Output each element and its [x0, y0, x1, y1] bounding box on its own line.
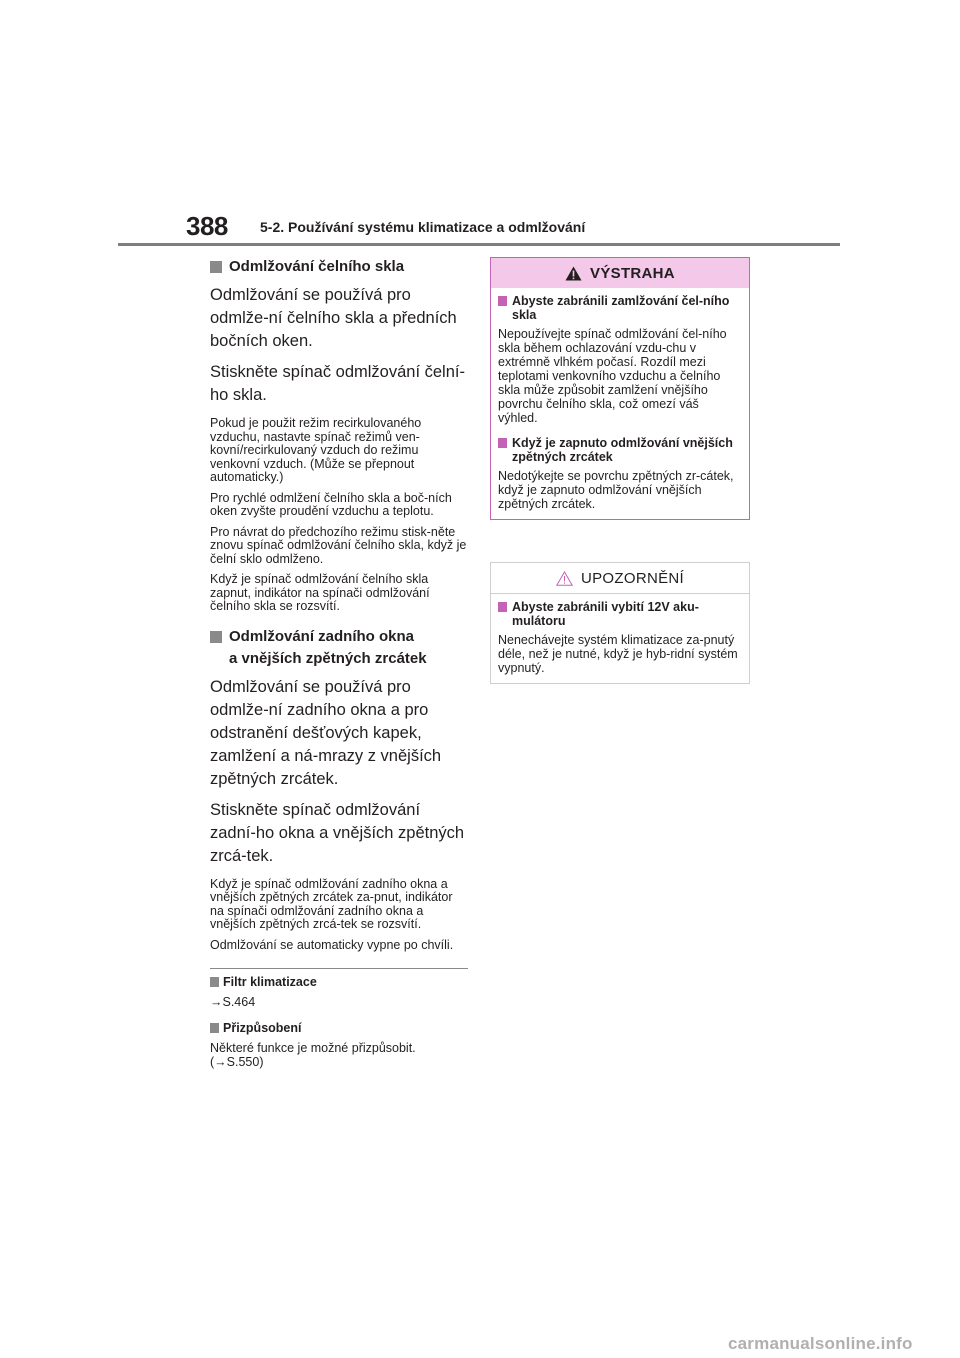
heading-text: Filtr klimatizace: [223, 975, 317, 989]
paragraph: Pokud je použit režim recirkulovaného vzduchu, nastavte spínač režimů ven-kovní/recirkulovaný vzduch do režimu venkovní vzduch. (Může se přepnout automaticky.): [210, 416, 422, 484]
heading-text-line1: Odmlžování zadního okna: [229, 627, 415, 645]
caution-body: [491, 594, 749, 683]
page-number: 388: [186, 211, 228, 241]
square-bullet-icon: [210, 977, 219, 987]
paragraph: Když je spínač odmlžování čelního skla zapnut, indikátor na spínači odmlžování čelního skla se rozsvítí.: [210, 572, 430, 613]
heading-rear-defog: [210, 626, 468, 670]
warning-header: [491, 258, 749, 288]
caution-item: [498, 600, 741, 675]
heading-text: Abyste zabránili zamlžování čel-ního skla: [512, 294, 730, 322]
warning-item: [498, 436, 741, 511]
paragraph: Pro návrat do předchozího režimu stisk-něte znovu spínač odmlžování čelního skla, když je čelní sklo odmlženo.: [210, 524, 467, 566]
paragraph: Odmlžování se automaticky vypne po chvíli.: [210, 937, 454, 952]
section-title: 5-2. Používání systému klimatizace a odmlžování: [260, 219, 586, 235]
heading-text: Když je zapnuto odmlžování vnějších zpětných zrcátek: [512, 436, 733, 464]
heading-ac-filter: [210, 975, 468, 989]
square-bullet-icon: [210, 631, 222, 643]
warning-item-heading: [498, 436, 741, 464]
paragraph: Odmlžování se používá pro odmlže-ní čelního skla a předních bočních oken.: [210, 286, 457, 350]
square-bullet-icon: [498, 602, 507, 612]
caution-title: UPOZORNĚNÍ: [580, 569, 684, 587]
paragraph: Stiskněte spínač odmlžování čelní-ho skla.: [210, 363, 465, 404]
heading-customization: [210, 1021, 468, 1035]
square-bullet-icon: [498, 296, 507, 306]
caution-triangle-icon: [556, 571, 573, 586]
watermark: carmanualsonline.info: [728, 1334, 913, 1353]
paragraph: Odmlžování se používá pro odmlže-ní zadního okna a pro odstranění dešťových kapek, zamlžení a ná-mrazy z vnějších zpětných zrcátek.: [210, 677, 442, 788]
heading-text: Přizpůsobení: [223, 1021, 302, 1035]
caution-item-heading: [498, 600, 741, 628]
left-column: [210, 256, 468, 1069]
caution-header: [491, 563, 749, 594]
heading-text-wrap: [229, 626, 427, 670]
paragraph: Některé funkce je možné přizpůsobit. (→S.550): [210, 1041, 416, 1069]
heading-windshield-defog: [210, 256, 468, 278]
heading-text-line2: a vnějších zpětných zrcátek: [229, 649, 427, 667]
warning-item-text: Nedotýkejte se povrchu zpětných zr-cátek, když je zapnuto odmlžování vnějších zpětných zrcátek.: [498, 469, 734, 511]
warning-box: [490, 257, 750, 520]
caution-box: [490, 562, 750, 684]
warning-triangle-icon: [565, 266, 582, 281]
square-bullet-icon: [210, 1023, 219, 1033]
heading-text: Odmlžování čelního skla: [229, 258, 405, 275]
page-reference-link[interactable]: →S.464: [210, 995, 256, 1009]
paragraph: Stiskněte spínač odmlžování zadní-ho okna a vnějších zpětných zrcá-tek.: [210, 800, 465, 865]
warning-item: [498, 294, 741, 425]
warning-item-text: Nepoužívejte spínač odmlžování čel-ního skla během ochlazování vzdu-chu v extrémně vlhkém počasí. Rozdíl mezi teplotami venkovního vzduchu a čelního skla může způsobit zamlžení vnějšího povrchu čelního skla, což omezí váš výhled.: [498, 327, 727, 425]
warning-title: VÝSTRAHA: [590, 264, 675, 282]
paragraph: Když je spínač odmlžování zadního okna a vnějších zpětných zrcátek za-pnut, indikátor na spínači odmlžování zadního okna a vnějších zpětných zrcá-tek se rozsvítí.: [210, 876, 453, 931]
notes-divider: [210, 968, 468, 969]
warning-body: [491, 288, 749, 519]
caution-item-text: Nenechávejte systém klimatizace za-pnutý déle, než je nutné, když je hyb-ridní systém vypnutý.: [498, 633, 738, 675]
square-bullet-icon: [498, 438, 507, 448]
header-divider: [118, 243, 840, 246]
paragraph: Pro rychlé odmlžení čelního skla a boč-ních oken zvyšte proudění vzduchu a teplotu.: [210, 490, 452, 518]
square-bullet-icon: [210, 261, 222, 273]
warning-item-heading: [498, 294, 741, 322]
heading-text: Abyste zabránili vybití 12V aku-mulátoru: [512, 600, 699, 628]
